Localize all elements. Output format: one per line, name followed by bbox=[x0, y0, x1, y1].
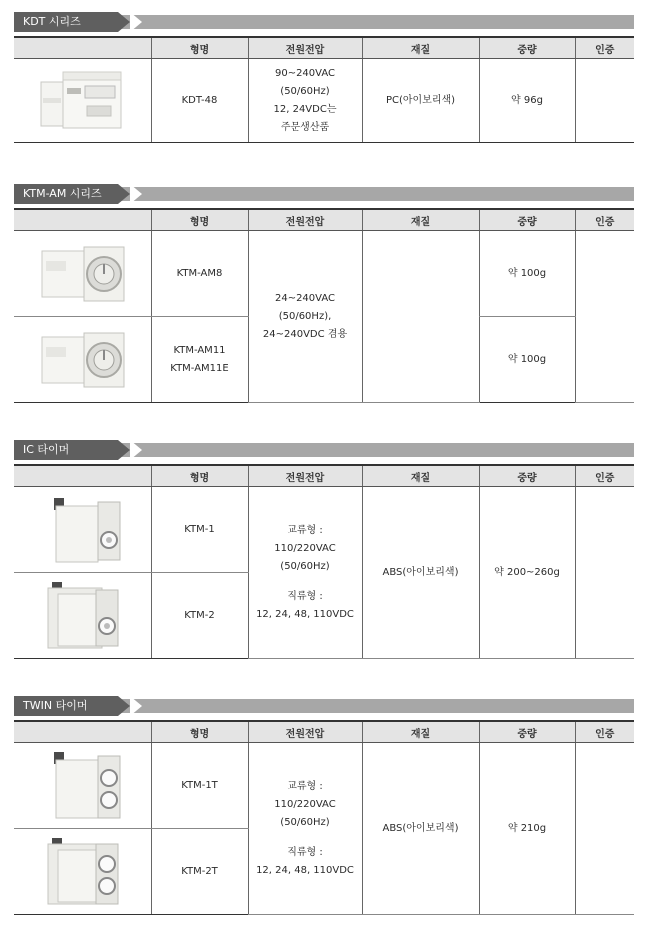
kdt-spec-table bbox=[14, 36, 634, 143]
ktm-2-product-image bbox=[14, 573, 151, 659]
ktm-am-power-line: (50/60Hz), bbox=[278, 310, 332, 322]
ic-power-line: 직류형 : bbox=[287, 590, 323, 602]
header-power: 전원전압 bbox=[248, 721, 362, 743]
kdt-section-title: KDT 시리즈 bbox=[14, 12, 118, 32]
header-cert: 인증 bbox=[575, 721, 634, 743]
ktm-1t-model: KTM-1T bbox=[151, 743, 248, 829]
twin-timer-section-banner bbox=[14, 696, 634, 716]
header-image bbox=[14, 465, 151, 487]
table-row bbox=[14, 59, 634, 143]
ktm-am-spec-table bbox=[14, 208, 634, 403]
table-header-row bbox=[14, 37, 634, 59]
ic-timer-spec-table bbox=[14, 464, 634, 659]
ic-power bbox=[248, 487, 362, 659]
ktm-am11-model-line: KTM-AM11 bbox=[173, 344, 226, 356]
ktm-am8-model: KTM-AM8 bbox=[151, 231, 248, 317]
twin-power bbox=[248, 743, 362, 915]
ic-power-line: 110/220VAC bbox=[274, 542, 336, 554]
ktm-am-power bbox=[248, 231, 362, 403]
kdt-material: PC(아이보리색) bbox=[362, 59, 479, 143]
ktm-am-power-line: 24~240VDC 겸용 bbox=[262, 328, 348, 340]
ic-timer-section-title: IC 타이머 bbox=[14, 440, 118, 460]
header-cert: 인증 bbox=[575, 209, 634, 231]
header-model: 형명 bbox=[151, 465, 248, 487]
twin-timer-spec-table bbox=[14, 720, 634, 915]
ic-cert bbox=[575, 487, 634, 659]
header-weight: 중량 bbox=[479, 721, 575, 743]
ktm-1-model: KTM-1 bbox=[151, 487, 248, 573]
ic-power-line: (50/60Hz) bbox=[280, 560, 330, 572]
ktm-am11-weight: 약 100g bbox=[479, 317, 575, 403]
ic-power-line: 12, 24, 48, 110VDC bbox=[256, 608, 354, 620]
header-weight: 중량 bbox=[479, 37, 575, 59]
table-row bbox=[14, 743, 634, 829]
header-image bbox=[14, 37, 151, 59]
twin-power-line: 교류형 : bbox=[287, 780, 323, 792]
header-power: 전원전압 bbox=[248, 37, 362, 59]
header-material: 재질 bbox=[362, 721, 479, 743]
ktm-am-section-banner bbox=[14, 184, 634, 204]
header-model: 형명 bbox=[151, 721, 248, 743]
ktm-am11-model bbox=[151, 317, 248, 403]
header-weight: 중량 bbox=[479, 209, 575, 231]
ktm-am-section bbox=[14, 184, 634, 403]
header-power: 전원전압 bbox=[248, 465, 362, 487]
header-material: 재질 bbox=[362, 465, 479, 487]
table-header-row bbox=[14, 721, 634, 743]
kdt-model: KDT-48 bbox=[151, 59, 248, 143]
ic-power-line: 교류형 : bbox=[287, 524, 323, 536]
header-model: 형명 bbox=[151, 37, 248, 59]
header-weight: 중량 bbox=[479, 465, 575, 487]
ktm-am-cert bbox=[575, 231, 634, 403]
table-header-row bbox=[14, 465, 634, 487]
table-row bbox=[14, 487, 634, 573]
kdt-power-line: (50/60Hz) bbox=[280, 85, 330, 97]
kdt-power-line: 12, 24VDC는 bbox=[273, 103, 337, 115]
header-image bbox=[14, 721, 151, 743]
ktm-am8-weight: 약 100g bbox=[479, 231, 575, 317]
header-power: 전원전압 bbox=[248, 209, 362, 231]
header-material: 재질 bbox=[362, 209, 479, 231]
ktm-am-power-line: 24~240VAC bbox=[274, 292, 336, 304]
ktm-2-model: KTM-2 bbox=[151, 573, 248, 659]
ic-timer-section bbox=[14, 440, 634, 659]
kdt-section bbox=[14, 12, 634, 143]
kdt-power-line: 90~240VAC bbox=[274, 67, 336, 79]
kdt-cert bbox=[575, 59, 634, 143]
header-cert: 인증 bbox=[575, 37, 634, 59]
kdt-section-banner bbox=[14, 12, 634, 32]
twin-power-line: 110/220VAC bbox=[274, 798, 336, 810]
header-model: 형명 bbox=[151, 209, 248, 231]
table-header-row bbox=[14, 209, 634, 231]
header-material: 재질 bbox=[362, 37, 479, 59]
ktm-am11-model-line: KTM-AM11E bbox=[170, 362, 229, 374]
twin-timer-section bbox=[14, 696, 634, 915]
ic-weight: 약 200~260g bbox=[479, 487, 575, 659]
twin-power-line: (50/60Hz) bbox=[280, 816, 330, 828]
ktm-1-product-image bbox=[14, 487, 151, 573]
ic-material: ABS(아이보리색) bbox=[362, 487, 479, 659]
ic-timer-section-banner bbox=[14, 440, 634, 460]
ktm-2t-product-image bbox=[14, 829, 151, 915]
kdt-48-product-image bbox=[14, 59, 151, 143]
ktm-am11-product-image bbox=[14, 317, 151, 403]
table-row bbox=[14, 231, 634, 317]
ktm-2t-model: KTM-2T bbox=[151, 829, 248, 915]
ktm-am-material bbox=[362, 231, 479, 403]
ktm-am-section-title: KTM-AM 시리즈 bbox=[14, 184, 118, 204]
twin-power-line: 12, 24, 48, 110VDC bbox=[256, 864, 354, 876]
kdt-power bbox=[248, 59, 362, 143]
twin-weight: 약 210g bbox=[479, 743, 575, 915]
ktm-am8-product-image bbox=[14, 231, 151, 317]
twin-timer-section-title: TWIN 타이머 bbox=[14, 696, 118, 716]
ktm-1t-product-image bbox=[14, 743, 151, 829]
header-cert: 인증 bbox=[575, 465, 634, 487]
twin-power-line: 직류형 : bbox=[287, 846, 323, 858]
twin-cert bbox=[575, 743, 634, 915]
twin-material: ABS(아이보리색) bbox=[362, 743, 479, 915]
header-image bbox=[14, 209, 151, 231]
kdt-weight: 약 96g bbox=[479, 59, 575, 143]
kdt-power-line: 주문생산품 bbox=[280, 121, 330, 133]
